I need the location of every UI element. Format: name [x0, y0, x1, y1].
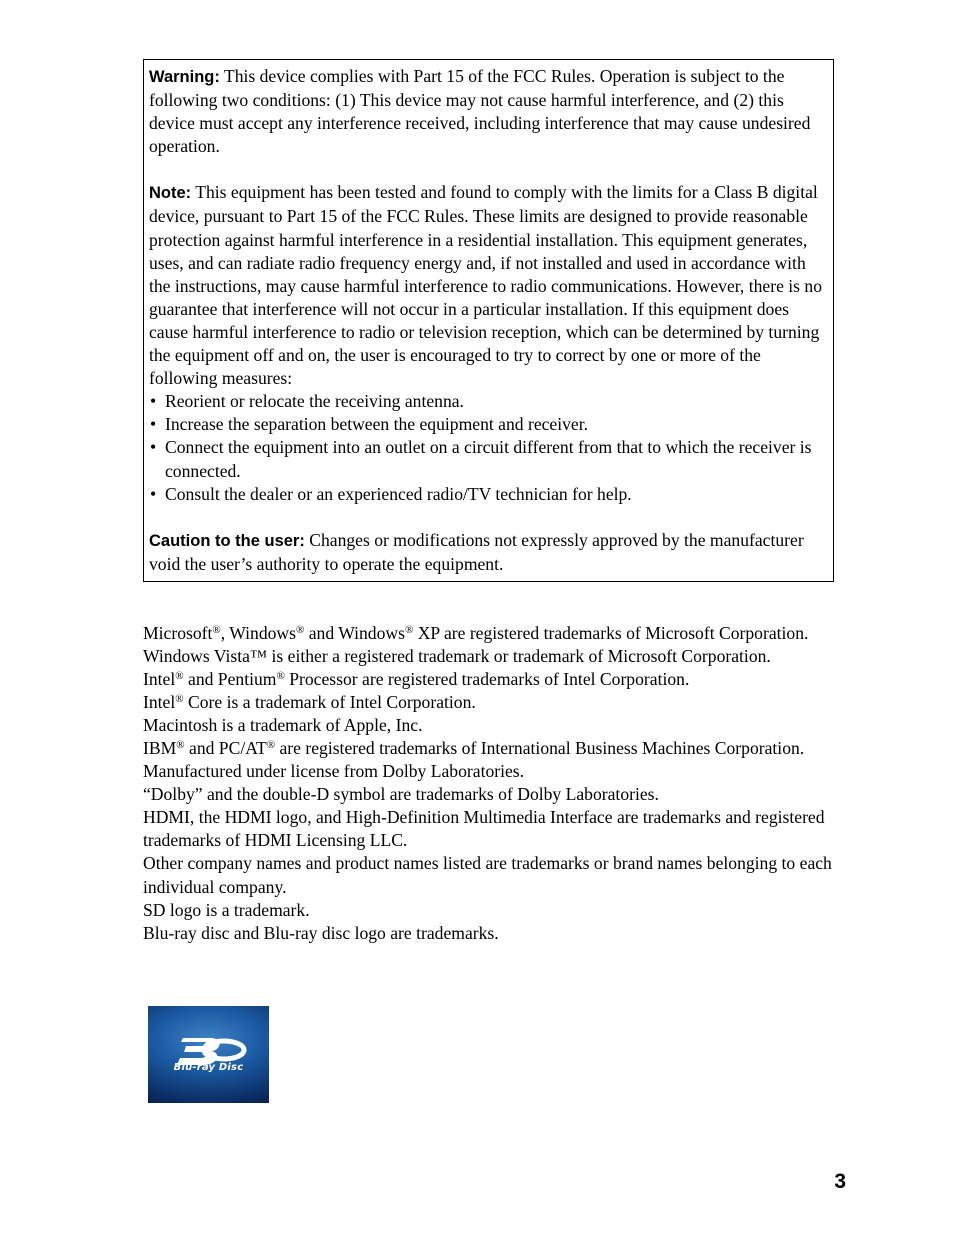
trademark-sd: SD logo is a trademark. — [143, 899, 310, 920]
bd-mark-icon — [148, 1006, 269, 1103]
list-item: • Consult the dealer or an experienced radio/TV technician for help. — [149, 483, 825, 506]
fcc-notice-box — [143, 59, 834, 582]
note-label: Note: — [149, 184, 192, 203]
trademark-intel-core — [143, 691, 843, 714]
note-paragraph — [149, 181, 825, 390]
tm-text: Intel — [143, 669, 176, 690]
list-item: • Connect the equipment into an outlet on a circuit different from that to which the receiver is connected. — [149, 436, 825, 482]
registered-mark: ® — [276, 670, 285, 683]
tm-text: XP are registered trademarks of Microsoft Corporation. — [413, 623, 809, 643]
tm-text: and PC/AT — [184, 738, 267, 759]
tm-text: Intel — [143, 692, 176, 713]
caution-text: Changes or modifications not expressly approved by the manufacturer void the user’s authority to operate the equipment. — [149, 529, 804, 574]
tm-text: , Windows — [220, 623, 296, 643]
page-number: 3 — [834, 1170, 846, 1193]
warning-paragraph — [149, 65, 825, 158]
tm-text: Microsoft — [143, 623, 213, 643]
tm-text: and Pentium — [183, 669, 277, 690]
registered-mark: ® — [404, 624, 414, 636]
trademark-notices — [143, 622, 843, 945]
registered-mark: ® — [295, 624, 305, 636]
tm-text: Core is a trademark of Intel Corporation. — [183, 692, 476, 713]
registered-mark: ® — [266, 739, 276, 752]
tm-text: are registered trademarks of International Business Machines Corporation. — [275, 738, 805, 759]
trademark-dolby-symbol: “Dolby” and the double-D symbol are trademarks of Dolby Laboratories. — [143, 784, 659, 805]
trademark-other: Other company names and product names listed are trademarks or brand names belonging to each individual company. — [143, 853, 832, 897]
trademark-hdmi: HDMI, the HDMI logo, and High-Definition Multimedia Interface are trademarks and registered trademarks of HDMI Licensing LLC. — [143, 807, 825, 851]
caution-paragraph — [149, 529, 825, 576]
logo-wordmark: Blu-ray Disc — [173, 1062, 244, 1073]
list-item: • Reorient or relocate the receiving antenna. — [149, 390, 825, 413]
registered-mark: ® — [212, 624, 221, 636]
trademark-bluray: Blu-ray disc and Blu-ray disc logo are trademarks. — [143, 922, 499, 943]
tm-text: Processor are registered trademarks of Intel Corporation. — [284, 669, 690, 690]
list-item: • Increase the separation between the equipment and receiver. — [149, 413, 825, 436]
registered-mark: ® — [176, 739, 185, 752]
warning-label: Warning: — [149, 68, 220, 86]
tm-text: and Windows — [304, 623, 405, 643]
caution-label: Caution to the user: — [149, 531, 305, 550]
measures-list — [149, 390, 825, 505]
trademark-intel-pentium — [143, 668, 843, 691]
registered-mark: ® — [175, 670, 184, 683]
trademark-ibm — [143, 737, 843, 760]
blu-ray-disc-logo-icon — [148, 1006, 269, 1103]
trademark-macintosh: Macintosh is a trademark of Apple, Inc. — [143, 715, 423, 736]
tm-text: IBM — [143, 738, 177, 759]
trademark-vista: Windows Vista™ is either a registered trademark or trademark of Microsoft Corporation. — [143, 646, 771, 667]
registered-mark: ® — [175, 693, 184, 706]
note-text: This equipment has been tested and found to comply with the limits for a Class B digital device, pursuant to Part 15 of the FCC Rules. These limits are designed to provide reasonable protection against harmful interference in a residential installation. This equipment generates, uses, and can radiate radio frequency energy and, if not installed and used in accordance with the instructions, may cause harmful interference to radio communications. However, there is no guarantee that interference will not occur in a particular installation. If this equipment does cause harmful interference to radio or television reception, which can be determined by turning the equipment off and on, the user is encouraged to try to correct by one or more of the following measures: — [149, 182, 823, 389]
warning-text: This device complies with Part 15 of the FCC Rules. Operation is subject to the following two conditions: (1) This device may not cause harmful interference, and (2) this device must accept any interference received, including interference that may cause undesired operation. — [149, 66, 811, 157]
trademark-microsoft — [143, 622, 843, 645]
trademark-dolby-license: Manufactured under license from Dolby Laboratories. — [143, 761, 525, 782]
